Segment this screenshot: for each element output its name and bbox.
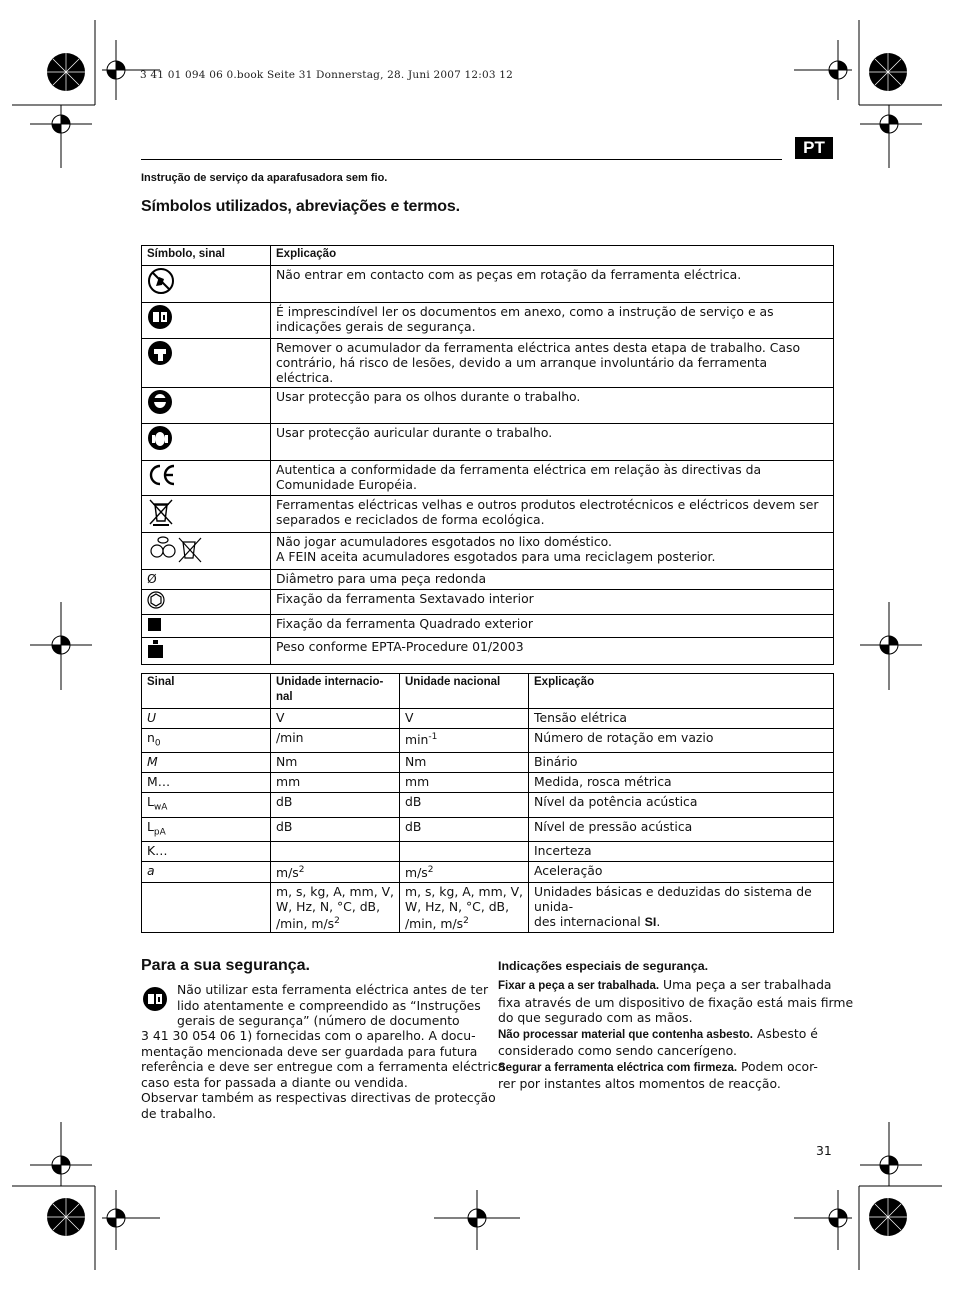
header-sign: Sinal <box>142 674 271 709</box>
unit-natl <box>400 842 529 862</box>
crossed-bin-icon <box>147 497 175 527</box>
unit-explanation: Nível de pressão acústica <box>529 817 834 841</box>
symbol-explanation: Remover o acumulador da ferramenta eléctrica antes desta etapa de trabalho. Caso contrário, há risco de lesões, devido a um arranque involuntário da ferramenta eléctrica. <box>271 339 834 388</box>
bold-lead: Não processar material que contenha asbesto. <box>498 1028 754 1041</box>
header-intl-unit-cont: nal <box>276 691 293 703</box>
unit-explanation: Incerteza <box>529 842 834 862</box>
unit-natl: dB <box>400 817 529 841</box>
si-units-line2: W, Hz, N, °C, dB, <box>276 898 381 914</box>
unit-sign-sub: 0 <box>154 738 161 749</box>
unit-natl: V <box>400 709 529 729</box>
si-explanation-line1: Unidades básicas e deduzidas do sistema de unida- <box>534 883 812 914</box>
safety-para-1a <box>177 982 488 1029</box>
special-safety-text <box>498 977 853 1092</box>
unit-natl-sup: 2 <box>427 865 434 876</box>
si-units-line3: /min, m/s <box>276 915 335 931</box>
unit-intl: dB <box>271 817 400 841</box>
safety-heading: Para a sua segurança. <box>141 957 310 974</box>
text-line: caso esta for passada a diante ou vendida. <box>141 1074 408 1090</box>
symbol-explanation: Usar protecção auricular durante o trabalho. <box>271 424 834 461</box>
si-units-line1: m, s, kg, A, mm, V, <box>276 883 394 899</box>
unit-intl: V <box>271 709 400 729</box>
unit-sign: L <box>147 794 154 810</box>
symbol-explanation: Não entrar em contacto com as peças em rotação da ferramenta eléctrica. <box>271 266 834 303</box>
text-line: considerado como sendo cancerígeno. <box>498 1043 737 1058</box>
header-natl-unit: Unidade nacional <box>400 674 529 709</box>
square-drive-icon <box>147 616 163 632</box>
text-line: de trabalho. <box>141 1105 217 1121</box>
header-rule <box>141 159 782 160</box>
header-explanation: Explicação <box>271 246 834 266</box>
unit-explanation: Número de rotação em vazio <box>529 729 834 753</box>
text-line: Não utilizar esta ferramenta eléctrica antes de ter <box>177 982 489 997</box>
text-line: gerais de segurança” (número de documento <box>177 1013 460 1028</box>
unit-intl: mm <box>271 773 400 793</box>
unit-sign-sub: pA <box>153 827 166 838</box>
safety-para-1b <box>141 1028 505 1121</box>
unit-explanation: Tensão elétrica <box>529 709 834 729</box>
unit-intl: dB <box>271 793 400 817</box>
text-line: rer por instantes altos momentos de reacção. <box>498 1076 781 1091</box>
unit-intl: /min <box>271 729 400 753</box>
unit-natl: mm <box>400 773 529 793</box>
unit-natl: m/s <box>405 865 428 881</box>
si-units-natl-line2: W, Hz, N, °C, dB, <box>405 898 510 914</box>
si-units-sup: 2 <box>334 915 340 926</box>
diameter-symbol: Ø <box>142 570 271 590</box>
unit-explanation: Binário <box>529 753 834 773</box>
si-end: . <box>656 913 661 929</box>
battery-recycling-icon <box>147 534 209 564</box>
unit-sign: n <box>147 730 155 745</box>
text-line: do que segurado com as mãos. <box>498 1010 693 1025</box>
si-explanation-line2: des internacional <box>534 913 645 929</box>
section-heading-symbols: Símbolos utilizados, abreviações e termos. <box>141 198 460 215</box>
unit-explanation: Aceleração <box>529 862 834 882</box>
text-line: Uma peça a ser trabalhada <box>659 977 832 992</box>
si-units-natl-sup: 2 <box>463 915 469 926</box>
unit-sign: M… <box>142 773 271 793</box>
symbol-explanation: Fixação da ferramenta Sextavado interior <box>271 590 834 615</box>
ce-mark-icon <box>147 462 177 488</box>
unit-intl <box>271 842 400 862</box>
unit-sign: M <box>142 753 271 773</box>
symbol-explanation: Fixação da ferramenta Quadrado exterior <box>271 615 834 638</box>
unit-sign: K… <box>142 842 271 862</box>
header-explanation: Explicação <box>529 674 834 709</box>
unit-sign: U <box>142 709 271 729</box>
text-line: mentação mencionada deve ser guardada para futura <box>141 1043 478 1059</box>
text-line: Podem ocor- <box>737 1058 818 1074</box>
unit-explanation: Medida, rosca métrica <box>529 773 834 793</box>
text-line: referência e deve ser entregue com a ferramenta eléctrica <box>141 1059 506 1074</box>
remove-battery-icon <box>147 340 173 366</box>
special-safety-heading: Indicações especiais de segurança. <box>498 959 709 973</box>
unit-natl: dB <box>400 793 529 817</box>
symbols-table <box>141 245 834 665</box>
symbol-explanation: Peso conforme EPTA-Procedure 01/2003 <box>271 638 834 665</box>
document-subtitle: Instrução de serviço da aparafusadora sem fio. <box>141 172 388 184</box>
unit-intl: Nm <box>271 753 400 773</box>
hexagon-socket-icon <box>147 591 165 609</box>
header-symbol: Símbolo, sinal <box>142 246 271 266</box>
si-bold: SI <box>644 914 657 929</box>
text-line: fixa através de um dispositivo de fixação está mais firme <box>498 994 854 1010</box>
symbol-explanation-line2: A FEIN aceita acumuladores esgotados para uma reciclagem posterior. <box>276 549 716 564</box>
symbol-explanation: Não jogar acumuladores esgotados no lixo doméstico. <box>276 534 612 549</box>
text-line: Observar também as respectivas directivas de protecção <box>141 1090 496 1105</box>
unit-intl-sup: 2 <box>298 865 305 876</box>
unit-sign: a <box>142 862 271 882</box>
no-rotating-parts-icon <box>147 267 175 295</box>
book-info-line: 3 41 01 094 06 0.book Seite 31 Donnerstag, 28. Juni 2007 12:03 12 <box>140 69 514 81</box>
symbol-explanation: Usar protecção para os olhos durante o trabalho. <box>271 388 834 424</box>
read-manual-icon <box>147 304 173 330</box>
text-line: Asbesto é <box>753 1025 818 1041</box>
unit-natl: min <box>405 732 429 748</box>
unit-natl: Nm <box>400 753 529 773</box>
symbol-explanation: Diâmetro para uma peça redonda <box>271 570 834 590</box>
symbol-explanation: Ferramentas eléctricas velhas e outros produtos electrotécnicos e eléctricos devem ser separados e reciclados de forma ecológica. <box>271 496 834 533</box>
weight-icon <box>147 639 165 659</box>
unit-sign-sub: wA <box>153 802 168 813</box>
text-line: 3 41 30 054 06 1) fornecidas com o aparelho. A docu- <box>141 1028 476 1043</box>
unit-natl-sup: -1 <box>428 732 438 742</box>
eye-protection-icon <box>147 389 173 415</box>
unit-explanation: Nível da potência acústica <box>529 793 834 817</box>
unit-sign: L <box>147 818 154 834</box>
si-units-natl-line3: /min, m/s <box>405 915 464 931</box>
units-table <box>141 673 834 933</box>
page-number: 31 <box>816 1143 832 1158</box>
bold-lead: Segurar a ferramenta eléctrica com firmeza. <box>498 1061 738 1074</box>
text-line: lido atentamente e compreendido as “Instruções <box>177 997 481 1013</box>
symbol-explanation: É imprescindível ler os documentos em anexo, como a instrução de serviço e as indicações gerais de segurança. <box>271 303 834 339</box>
unit-intl: m/s <box>276 865 299 881</box>
language-badge: PT <box>795 137 833 159</box>
read-manual-icon <box>142 986 168 1012</box>
header-intl-unit: Unidade internacio- <box>276 676 384 688</box>
bold-lead: Fixar a peça a ser trabalhada. <box>498 980 660 992</box>
ear-protection-icon <box>147 425 173 451</box>
symbol-explanation: Autentica a conformidade da ferramenta eléctrica em relação às directivas da Comunidade Européia. <box>271 461 834 496</box>
si-units-natl-line1: m, s, kg, A, mm, V, <box>405 883 523 899</box>
